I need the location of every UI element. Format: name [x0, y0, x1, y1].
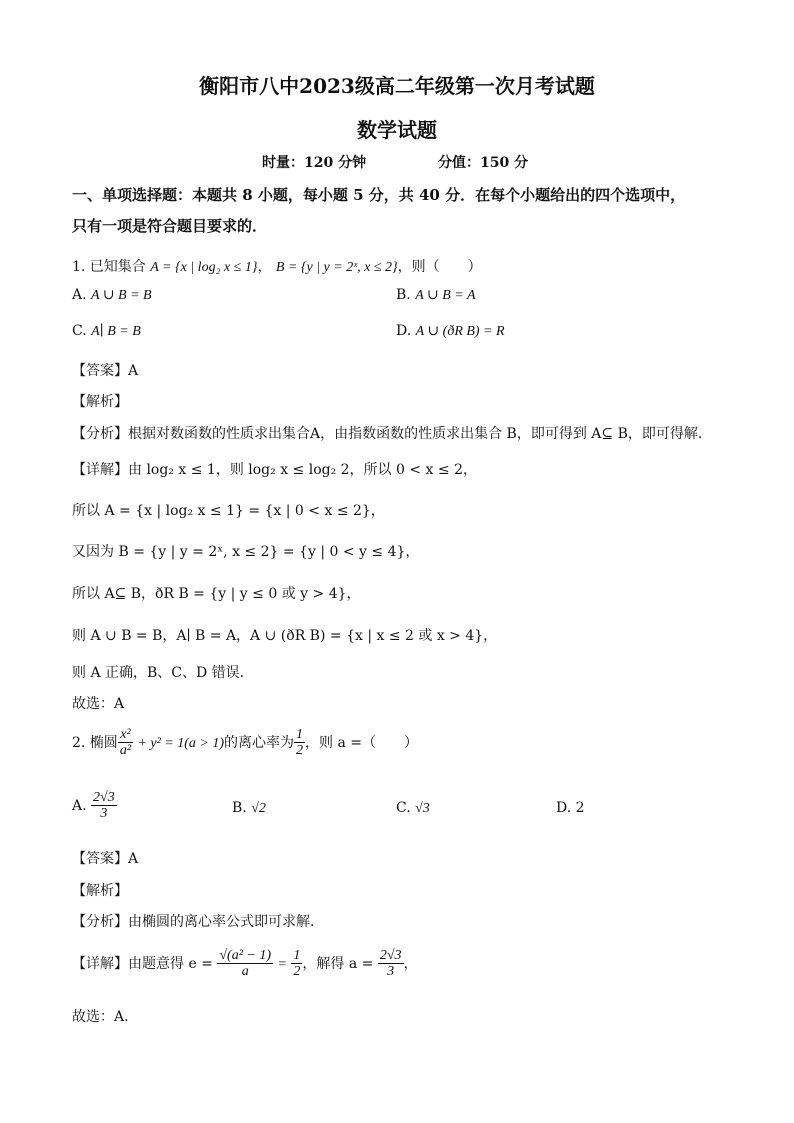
q2-half-fraction: [291, 948, 302, 980]
q1-answer-tag: 【答案】: [72, 363, 128, 379]
q1-stem: [72, 256, 482, 276]
section-heading-line1: 一、单项选择题：本题共 8 小题，每小题 5 分，共 40 分．在每个小题给出的四个选项中，: [72, 186, 686, 204]
q2-e-num: √(a² − 1): [219, 948, 272, 963]
q2-option-a-den: 3: [100, 806, 108, 822]
q1-option-c-expr: A∣ B = B: [91, 324, 141, 339]
q2-option-a-fraction: [91, 790, 117, 822]
q1-stem-suffix: ，则（ ）: [397, 259, 482, 275]
q2-ecc-den: 2: [296, 743, 304, 759]
q2-stem-mid: 的离心率为: [224, 734, 295, 751]
q2-eq-mid: =: [277, 956, 287, 972]
score-label: 分值：150 分: [438, 155, 529, 171]
q1-detail-line-4: 所以 A⊆ B，ðR B = {y | y ≤ 0 或 y > 4}，: [72, 586, 361, 602]
q1-option-b-label: B.: [396, 287, 411, 303]
q2-option-b-expr: √2: [251, 801, 266, 816]
q2-e-fraction: [217, 948, 273, 980]
q1-option-c[interactable]: [72, 323, 141, 340]
q1-detail-line-1: 由 log₂ x ≤ 1，则 log₂ x ≤ log₂ 2，所以 0 < x ≤ 2，: [128, 462, 477, 478]
q1-option-a[interactable]: [72, 287, 152, 304]
q2-answer: [72, 848, 138, 868]
q2-stem: [72, 727, 418, 759]
q2-ellipse-rest: + y² = 1(a > 1): [137, 735, 225, 751]
q2-conclusion: 故选：A.: [72, 1009, 129, 1025]
q2-fenxi-text: 由椭圆的离心率公式即可求解.: [128, 914, 315, 930]
q2-option-d[interactable]: [556, 800, 585, 816]
q1-detail-line-5: 则 A ∪ B = B，A∣ B = A，A ∪ (ðR B) = {x | x ≤ 2 或 x > 4}，: [72, 628, 498, 644]
q1-detail-line-6: 则 A 正确，B、C、D 错误.: [72, 665, 245, 681]
q2-stem-prefix: 2. 椭圆: [72, 734, 118, 751]
q1-answer-value: A: [128, 363, 139, 379]
q1-option-a-label: A.: [72, 287, 87, 303]
q2-option-d-label: D.: [556, 800, 572, 816]
q1-detail-tag: 【详解】: [72, 462, 128, 478]
q2-option-a-label: A.: [72, 797, 87, 814]
q1-stem-prefix: 1. 已知集合: [72, 259, 146, 275]
section-heading-line2: 只有一项是符合题目要求的．: [72, 217, 268, 235]
q2-stem-suffix: ，则 a =（ ）: [305, 734, 419, 751]
q1-fenxi-tag: 【分析】: [72, 426, 128, 442]
q2-ecc-fraction: [294, 727, 305, 759]
q2-option-c-label: C.: [396, 800, 411, 816]
q1-detail-line-3: 又因为 B = {y | y = 2ˣ, x ≤ 2} = {y | 0 < y ≤ 4}，: [72, 544, 420, 560]
q1-detail-line-2: 所以 A = {x | log₂ x ≤ 1} = {x | 0 < x ≤ 2}，: [72, 503, 385, 519]
q2-e-den: a: [241, 964, 249, 980]
q1-set-b: B = {y | y = 2ˣ, x ≤ 2}: [275, 260, 398, 275]
q1-comma: ，: [257, 259, 272, 275]
exam-subtitle: 数学试题: [357, 118, 437, 142]
q2-option-c[interactable]: [396, 800, 430, 817]
q2-a-num: 2√3: [379, 948, 402, 963]
q2-end-comma: ，: [403, 955, 418, 972]
q2-fenxi: [72, 911, 314, 931]
q2-a-den: 3: [387, 964, 395, 980]
q2-ellipse-fraction: [118, 727, 133, 759]
q2-ellipse-num: x²: [118, 727, 133, 743]
q1-option-d[interactable]: [396, 323, 505, 340]
q2-option-b-label: B.: [232, 800, 247, 816]
q1-answer: [72, 360, 138, 380]
time-label: 时量：120 分钟: [262, 155, 367, 171]
q1-option-d-expr: A ∪ (ðR B) = R: [415, 324, 505, 339]
exam-title: 衡阳市八中2023级高二年级第一次月考试题: [199, 74, 595, 98]
q1-fenxi-text: 根据对数函数的性质求出集合A，由指数函数的性质求出集合 B，即可得到 A⊆ B，即可得解.: [128, 426, 703, 442]
q2-answer-value: A: [128, 851, 139, 867]
q1-set-a: A = {x | log₂ x ≤ 1}: [150, 260, 258, 275]
q2-half-den: 2: [293, 964, 301, 980]
q2-ellipse-den: a²: [119, 743, 132, 759]
q1-option-d-label: D.: [396, 323, 412, 339]
q1-option-c-label: C.: [72, 323, 87, 339]
q1-conclusion: 故选：A: [72, 696, 125, 712]
q2-solve-text: ，解得 a =: [302, 955, 374, 972]
q2-option-a-num: 2√3: [93, 790, 115, 805]
q2-detail: [72, 948, 418, 980]
q2-fenxi-tag: 【分析】: [72, 914, 128, 930]
q2-option-c-expr: √3: [415, 801, 430, 816]
q2-detail-tag: 【详解】: [72, 955, 128, 972]
q2-option-d-expr: 2: [575, 800, 585, 816]
q2-half-num: 1: [293, 948, 301, 963]
q2-option-b[interactable]: [232, 800, 266, 817]
q2-option-a[interactable]: [72, 790, 117, 822]
q1-analysis-tag: 【解析】: [72, 394, 128, 410]
q2-analysis-tag: 【解析】: [72, 883, 128, 899]
q1-option-a-expr: A ∪ B = B: [91, 288, 152, 303]
q1-detail-1: [72, 459, 477, 479]
q2-ecc-num: 1: [296, 727, 304, 742]
q2-answer-tag: 【答案】: [72, 851, 128, 867]
q1-fenxi: [72, 423, 702, 443]
q1-option-b[interactable]: [396, 287, 476, 304]
q2-detail-prefix: 由题意得 e =: [128, 955, 213, 972]
q1-option-b-expr: A ∪ B = A: [415, 288, 476, 303]
q2-a-fraction: [378, 948, 404, 980]
